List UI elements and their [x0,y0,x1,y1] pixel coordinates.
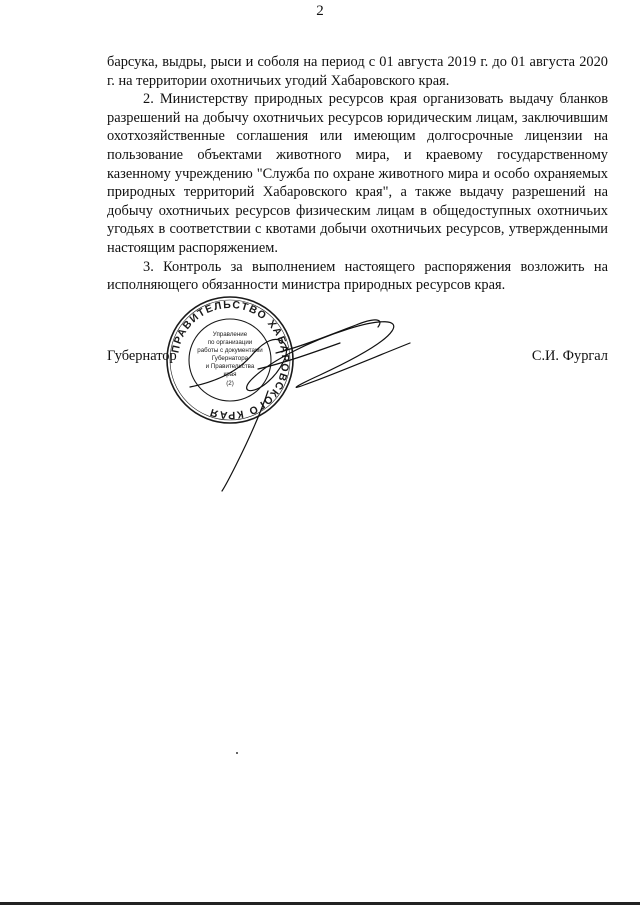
signatory-title: Губернатор [107,348,177,364]
page-number: 2 [316,3,324,19]
paragraph-continuation: барсука, выдры, рыси и соболя на период с 01 августа 2019 г. до 01 августа 2020 г. на территории охотничьих угодий Хабаровского края. [107,54,608,89]
handwritten-signature [180,295,560,495]
scan-speck [236,752,238,754]
paragraph-item-2: 2. Министерству природных ресурсов края организовать выдачу бланков разрешений на добычу охотничьих ресурсов юридическим лицам, заключившим охотхозяйственные соглашения или имеющим долгосрочные лицензии на пользование объектами животного мира, и краевому государственному казенному учреждению "Служба по охране животного мира и особо охраняемых природных территорий Хабаровского края", а также выдачу разрешений на добычу охотничьих ресурсов физическим лицам в общедоступных охотничьих угодьях в соответствии с квотами добычи охотничьих ресурсов, утвержденными настоящим распоряжением. [107,91,608,256]
seal-inner-line: и Правительства [205,363,255,370]
seal-inner-line: Управление [212,331,248,338]
signatory-name: С.И. Фургал [531,348,608,364]
paragraph-item-3: 3. Контроль за выполнением настоящего распоряжения возложить на исполняющего обязанности министра природных ресурсов края. [107,258,608,294]
seal-inner-line: (2) [226,380,234,387]
seal-inner-line: края [223,371,237,378]
seal-outer-text: ПРАВИТЕЛЬСТВО ХАБАРОВСКОГО КРАЯ [169,298,292,422]
seal-inner-line: по организации [207,339,253,346]
seal-inner-line: Губернатора [211,355,249,362]
seal-inner-line: работы с документами [197,347,263,354]
document-body [107,53,608,295]
